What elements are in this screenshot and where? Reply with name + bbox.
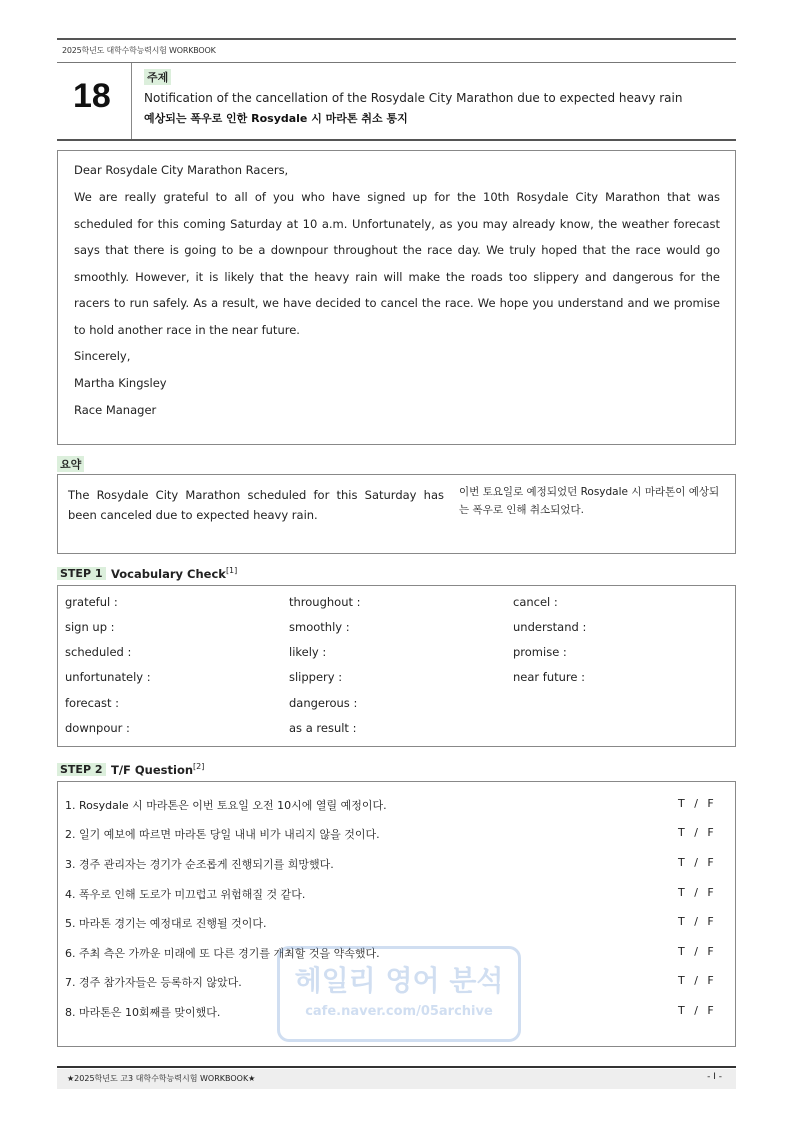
letter-signer: Martha Kingsley: [74, 376, 167, 390]
topic-english: Notification of the cancellation of the Rosydale City Marathon due to expected heavy rain: [144, 91, 683, 105]
tf-question: 1. Rosydale 시 마라톤은 이번 토요일 오전 10시에 열릴 예정이다.: [65, 799, 387, 812]
vocab-item: dangerous :: [289, 696, 358, 710]
tf-question: 2. 일기 예보에 따르면 마라톤 당일 내내 비가 내리지 않을 것이다.: [65, 828, 380, 841]
tf-answer-choice[interactable]: T / F: [678, 915, 714, 928]
watermark-main: 헤일리 영어 분석: [294, 964, 504, 997]
vocab-item: likely :: [289, 645, 327, 659]
vocab-item: unfortunately :: [65, 670, 151, 684]
tf-question: 5. 마라톤 경기는 예정대로 진행될 것이다.: [65, 917, 267, 930]
letter-closing: Sincerely,: [74, 349, 131, 363]
summary-label: 요약: [57, 456, 84, 472]
topic-korean: 예상되는 폭우로 인한 Rosydale 시 마라톤 취소 통지: [144, 112, 408, 125]
letter-line-2: scheduled for this coming Saturday at 10 a.m. Unfortunately, as you may already know, the weather forecast: [74, 217, 720, 231]
tf-question: 6. 주최 측은 가까운 미래에 또 다른 경기를 개최할 것을 약속했다.: [65, 947, 380, 960]
summary-box: [57, 474, 736, 554]
step2-note: [2]: [193, 762, 205, 771]
tf-answer-choice[interactable]: T / F: [678, 974, 714, 987]
letter-line-1: We are really grateful to all of you who have signed up for the 10th Rosydale City Marathon that was: [74, 190, 720, 204]
step1-title: [111, 566, 237, 581]
step2-title: [111, 762, 204, 777]
letter-line-5: racers to run safely. As a result, we have decided to cancel the race. We hope you understand and we promise: [74, 296, 720, 310]
summary-english: The Rosydale City Marathon scheduled for this Saturday has been canceled due to expected heavy rain.: [68, 488, 444, 522]
vocab-item: slippery :: [289, 670, 343, 684]
vocab-item: smoothly :: [289, 620, 350, 634]
step1-title-text: Vocabulary Check: [111, 566, 226, 581]
vocab-item: sign up :: [65, 620, 115, 634]
vocab-item: downpour :: [65, 721, 130, 735]
tf-answer-choice[interactable]: T / F: [678, 1004, 714, 1017]
tf-answer-choice[interactable]: T / F: [678, 945, 714, 958]
step2-label: STEP 2: [57, 763, 106, 776]
step2-title-text: T/F Question: [111, 762, 194, 777]
vocab-item: throughout :: [289, 595, 361, 609]
tf-question-box: [57, 781, 736, 1047]
vocabulary-box: [57, 585, 736, 747]
tf-question: 3. 경주 관리자는 경기가 순조롭게 진행되기를 희망했다.: [65, 858, 334, 871]
letter-line-3: says that there is going to be a downpour throughout the race day. We truly hoped that the race would go: [74, 243, 720, 257]
vocab-item: promise :: [513, 645, 567, 659]
tf-answer-choice[interactable]: T / F: [678, 886, 714, 899]
top-rule: [57, 38, 736, 40]
tf-question: 8. 마라톤은 10회째를 맞이했다.: [65, 1006, 221, 1019]
question-number: 18: [73, 77, 111, 115]
page-number: - I -: [707, 1072, 722, 1082]
footer: [57, 1069, 736, 1089]
vocab-item: near future :: [513, 670, 586, 684]
letter-signer-title: Race Manager: [74, 403, 157, 417]
summary-korean: 이번 토요일로 예정되었던 Rosydale 시 마라톤이 예상되는 폭우로 인해 취소되었다.: [459, 486, 720, 516]
tf-question: 4. 폭우로 인해 도로가 미끄럽고 위험해질 것 같다.: [65, 888, 306, 901]
title-divider: [131, 63, 132, 139]
letter-greeting: Dear Rosydale City Marathon Racers,: [74, 163, 289, 177]
vocab-item: as a result :: [289, 721, 357, 735]
step1-note: [1]: [225, 566, 238, 575]
vocab-item: understand :: [513, 620, 587, 634]
tf-answer-choice[interactable]: T / F: [678, 826, 714, 839]
vocab-item: grateful :: [65, 595, 118, 609]
title-block: [57, 62, 736, 141]
header-text: 2025학년도 대학수학능력시험 WORKBOOK: [62, 46, 216, 55]
tf-answer-choice[interactable]: T / F: [678, 856, 714, 869]
topic-label: 주제: [144, 69, 171, 85]
footer-rule: [57, 1066, 736, 1068]
letter-passage: [57, 150, 736, 445]
watermark-url: cafe.naver.com/05archive: [305, 1004, 493, 1019]
vocab-item: scheduled :: [65, 645, 132, 659]
tf-answer-choice[interactable]: T / F: [678, 797, 714, 810]
vocab-item: forecast :: [65, 696, 120, 710]
step1-label: STEP 1: [57, 567, 106, 580]
tf-question: 7. 경주 참가자들은 등록하지 않았다.: [65, 976, 242, 989]
letter-line-6: to hold another race in the near future.: [74, 323, 300, 337]
vocab-item: cancel :: [513, 595, 558, 609]
footer-text: ★2025학년도 고3 대학수학능력시험 WORKBOOK★: [67, 1074, 256, 1083]
letter-line-4: smoothly. However, it is likely that the heavy rain will make the roads too slippery and dangerous for the: [74, 270, 720, 284]
